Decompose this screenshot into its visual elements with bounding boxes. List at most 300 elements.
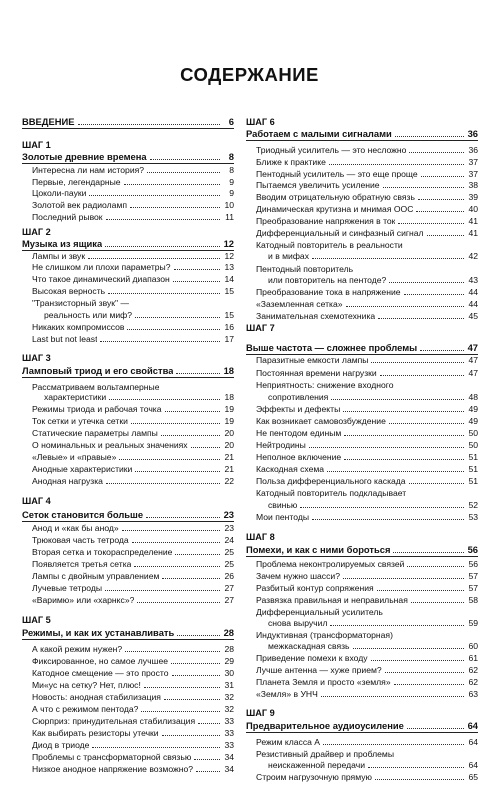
dot-leader bbox=[385, 672, 464, 673]
toc-page-number: 28 bbox=[223, 627, 234, 638]
toc-page-number: 30 bbox=[224, 668, 234, 678]
toc-entry-title: ШАГ 5 bbox=[22, 615, 51, 625]
toc-page-number: 41 bbox=[468, 216, 478, 226]
toc-entry-item bbox=[246, 440, 478, 450]
dot-leader bbox=[78, 124, 221, 125]
toc-page-number: 47 bbox=[468, 355, 478, 365]
dot-leader bbox=[389, 423, 464, 424]
section-rule bbox=[246, 140, 478, 141]
dot-leader bbox=[407, 728, 464, 729]
toc-page-number: 18 bbox=[223, 365, 234, 376]
toc-entry-title: Дифференциальный и синфазный сигнал bbox=[256, 228, 424, 238]
toc-page-number: 9 bbox=[229, 177, 234, 187]
dot-leader bbox=[343, 411, 464, 412]
toc-entry-title: Последний рывок bbox=[32, 212, 103, 222]
dot-leader bbox=[88, 258, 220, 259]
dot-leader bbox=[131, 423, 220, 424]
toc-entry-title: Как выбирать резисторы утечки bbox=[32, 728, 159, 738]
dot-leader bbox=[161, 435, 220, 436]
dot-leader bbox=[174, 269, 220, 270]
toc-entry-title: «Земля» в УНЧ bbox=[256, 689, 318, 699]
toc-entry-title: Лучевые тетроды bbox=[32, 583, 103, 593]
toc-entry-step bbox=[22, 615, 234, 625]
toc-entry-item bbox=[22, 764, 234, 774]
toc-entry-item bbox=[246, 204, 478, 214]
dot-leader bbox=[106, 219, 220, 220]
toc-page-number: 20 bbox=[224, 428, 234, 438]
toc-entry-item bbox=[22, 583, 234, 593]
toc-page-number: 33 bbox=[224, 728, 234, 738]
dot-leader bbox=[124, 184, 220, 185]
toc-entry-title: ШАГ 9 bbox=[246, 708, 275, 718]
dot-leader bbox=[421, 176, 464, 177]
toc-page-number: 47 bbox=[468, 368, 478, 378]
toc-entry-item bbox=[246, 476, 478, 486]
toc-page-number: 12 bbox=[224, 251, 234, 261]
toc-entry-title: Постоянная времени нагрузки bbox=[256, 368, 377, 378]
toc-entry-title: Резистивный драйвер и проблемы bbox=[256, 749, 394, 759]
dot-leader bbox=[109, 399, 220, 400]
section-rule bbox=[246, 556, 478, 557]
toc-entry-heading bbox=[22, 239, 234, 249]
toc-entry-title: Триодный усилитель — это несложно bbox=[256, 145, 407, 155]
dot-leader bbox=[407, 566, 464, 567]
dot-leader bbox=[375, 779, 464, 780]
dot-leader bbox=[394, 684, 464, 685]
toc-entry-title: Каскодная схема bbox=[256, 464, 325, 474]
toc-entry-item bbox=[22, 559, 234, 569]
toc-page-number: 41 bbox=[468, 228, 478, 238]
toc-entry-title: Проблемы с трансформаторной связью bbox=[32, 752, 192, 762]
toc-entry-title: Паразитные емкости лампы bbox=[256, 355, 369, 365]
toc-entry-title: Рассматриваем вольтамперные bbox=[32, 382, 160, 392]
toc-page-number: 20 bbox=[224, 440, 234, 450]
dot-leader bbox=[150, 159, 220, 160]
toc-entry-step bbox=[22, 496, 234, 506]
toc-entry-item bbox=[22, 728, 234, 738]
toc-entry-title: Развязка правильная и неправильная bbox=[256, 595, 408, 605]
toc-entry-item bbox=[246, 368, 478, 378]
dot-leader bbox=[198, 723, 220, 724]
toc-entry-title: ШАГ 4 bbox=[22, 496, 51, 506]
toc-page-number: 59 bbox=[468, 618, 478, 628]
toc-entry-item bbox=[246, 452, 478, 462]
dot-leader bbox=[137, 602, 220, 603]
dot-leader bbox=[389, 282, 464, 283]
toc-entry-title: характеристики bbox=[44, 392, 107, 402]
dot-leader bbox=[344, 435, 464, 436]
toc-entry-item bbox=[22, 571, 234, 581]
toc-entry-item bbox=[246, 571, 478, 581]
toc-page-number: 51 bbox=[468, 476, 478, 486]
toc-page-number: 44 bbox=[468, 287, 478, 297]
toc-entry-heading bbox=[246, 721, 478, 731]
dot-leader bbox=[141, 711, 220, 712]
toc-entry-item bbox=[22, 416, 234, 426]
toc-entry-title: Разбитый контур сопряжения bbox=[256, 583, 374, 593]
toc-page-number: 58 bbox=[468, 595, 478, 605]
toc-entry-title: Ближе к практике bbox=[256, 157, 326, 167]
toc-entry-title: «Заземленная сетка» bbox=[256, 299, 343, 309]
toc-entry-cont bbox=[246, 760, 478, 770]
toc-entry-item bbox=[22, 200, 234, 210]
toc-entry-title: Трюковая часть тетрода bbox=[32, 535, 129, 545]
toc-entry-title: Неполное включение bbox=[256, 452, 342, 462]
toc-page-number: 8 bbox=[229, 165, 234, 175]
toc-page-number: 64 bbox=[468, 760, 478, 770]
toc-entry-item bbox=[22, 680, 234, 690]
toc-page-number: 36 bbox=[468, 145, 478, 155]
toc-page-number: 63 bbox=[468, 689, 478, 699]
page-title: СОДЕРЖАНИЕ bbox=[180, 64, 319, 85]
dot-leader bbox=[147, 172, 220, 173]
toc-entry-title: Катодный повторитель в реальности bbox=[256, 240, 403, 250]
dot-leader bbox=[194, 759, 220, 760]
toc-entry-item bbox=[22, 404, 234, 414]
toc-page-number: 36 bbox=[467, 128, 478, 139]
toc-entry-title: снова выручил bbox=[268, 618, 328, 628]
toc-entry-item bbox=[22, 428, 234, 438]
toc-entry-title: ШАГ 6 bbox=[246, 117, 275, 127]
toc-entry-title: Статические параметры лампы bbox=[32, 428, 158, 438]
toc-page-number: 33 bbox=[224, 740, 234, 750]
toc-entry-heading bbox=[22, 628, 234, 638]
dot-leader bbox=[177, 635, 220, 636]
toc-entry-item bbox=[22, 523, 234, 533]
toc-entry-title: Преобразование напряжения в ток bbox=[256, 216, 396, 226]
toc-page-number: 38 bbox=[468, 180, 478, 190]
dot-leader bbox=[329, 164, 464, 165]
toc-entry-item bbox=[246, 264, 478, 274]
toc-entry-title: Анодная нагрузка bbox=[32, 476, 103, 486]
toc-entry-title: Появляется третья сетка bbox=[32, 559, 132, 569]
toc-entry-title: Проблема неконтролируемых связей bbox=[256, 559, 405, 569]
toc-page-number: 27 bbox=[224, 583, 234, 593]
toc-entry-title: Режимы триода и рабочая точка bbox=[32, 404, 162, 414]
toc-entry-item bbox=[22, 656, 234, 666]
toc-entry-title: Диод в триоде bbox=[32, 740, 90, 750]
dot-leader bbox=[135, 317, 220, 318]
toc-entry-title: Интересна ли нам история? bbox=[32, 165, 145, 175]
toc-page-number: 25 bbox=[224, 547, 234, 557]
toc-entry-item bbox=[22, 716, 234, 726]
toc-entry-item bbox=[246, 653, 478, 663]
toc-page-number: 39 bbox=[468, 192, 478, 202]
toc-entry-title: Цоколи-пауки bbox=[32, 188, 87, 198]
toc-entry-item bbox=[246, 607, 478, 617]
toc-entry-item bbox=[22, 440, 234, 450]
toc-entry-item bbox=[246, 749, 478, 759]
toc-page-number: 22 bbox=[224, 476, 234, 486]
dot-leader bbox=[368, 767, 464, 768]
toc-page-number: 34 bbox=[224, 764, 234, 774]
toc-entry-title: Режим класса А bbox=[256, 737, 321, 747]
toc-entry-item bbox=[246, 583, 478, 593]
toc-entry-item bbox=[246, 192, 478, 202]
toc-entry-step bbox=[22, 227, 234, 237]
toc-entry-title: Фиксированное, но самое лучшее bbox=[32, 656, 169, 666]
dot-leader bbox=[427, 235, 464, 236]
toc-entry-title: Режимы, и как их устанавливать bbox=[22, 628, 175, 638]
toc-entry-title: Музыка из ящика bbox=[22, 239, 103, 249]
toc-entry-title: ШАГ 1 bbox=[22, 140, 51, 150]
section-rule bbox=[22, 639, 234, 640]
toc-entry-item bbox=[246, 404, 478, 414]
dot-leader bbox=[191, 447, 220, 448]
toc-page-number: 11 bbox=[225, 212, 234, 222]
toc-entry-item bbox=[22, 298, 234, 308]
toc-entry-item bbox=[22, 452, 234, 462]
dot-leader bbox=[312, 519, 464, 520]
toc-entry-cont bbox=[246, 618, 478, 628]
toc-entry-item bbox=[246, 355, 478, 365]
dot-leader bbox=[393, 552, 464, 553]
toc-page-number: 51 bbox=[468, 452, 478, 462]
toc-entry-title: Никаких компромиссов bbox=[32, 322, 125, 332]
toc-entry-heading bbox=[246, 545, 478, 555]
toc-page-number: 32 bbox=[224, 704, 234, 714]
dot-leader bbox=[196, 771, 220, 772]
dot-leader bbox=[409, 483, 464, 484]
toc-entry-step bbox=[246, 532, 478, 542]
toc-page-number: 33 bbox=[224, 716, 234, 726]
toc-entry-title: Катодный повторитель подкладывает bbox=[256, 488, 407, 498]
toc-entry-title: Не пентодом единым bbox=[256, 428, 342, 438]
dot-leader bbox=[377, 590, 464, 591]
toc-entry-title: свинью bbox=[268, 500, 298, 510]
toc-entry-title: Сюрприз: принудительная стабилизация bbox=[32, 716, 196, 726]
toc-entry-cont bbox=[246, 641, 478, 651]
toc-page-number: 14 bbox=[224, 274, 234, 284]
dot-leader bbox=[404, 294, 464, 295]
dot-leader bbox=[132, 542, 220, 543]
toc-entry-item bbox=[22, 752, 234, 762]
toc-page-number: 47 bbox=[467, 342, 478, 353]
toc-entry-title: ШАГ 7 bbox=[246, 323, 275, 333]
toc-entry-title: реальность или миф? bbox=[44, 310, 133, 320]
dot-leader bbox=[321, 696, 464, 697]
toc-entry-title: Last but not least bbox=[32, 334, 98, 344]
toc-entry-item bbox=[246, 299, 478, 309]
toc-entry-title: Лампы и звук bbox=[32, 251, 86, 261]
toc-entry-item bbox=[22, 476, 234, 486]
dot-leader bbox=[173, 281, 220, 282]
toc-entry-title: Низкое анодное напряжение возможно? bbox=[32, 764, 194, 774]
dot-leader bbox=[127, 329, 220, 330]
toc-entry-item bbox=[246, 416, 478, 426]
toc-entry-title: Работаем с малыми сигналами bbox=[246, 129, 392, 139]
dot-leader bbox=[119, 459, 220, 460]
dot-leader bbox=[100, 341, 220, 342]
toc-entry-heading bbox=[246, 129, 478, 139]
toc-page-number: 10 bbox=[224, 200, 234, 210]
toc-entry-item bbox=[246, 595, 478, 605]
toc-entry-title: Вторая сетка и токораспределение bbox=[32, 547, 173, 557]
dot-leader bbox=[172, 675, 221, 676]
toc-page-number: 21 bbox=[224, 464, 234, 474]
toc-entry-heading bbox=[22, 117, 234, 127]
toc-entry-item bbox=[246, 737, 478, 747]
dot-leader bbox=[409, 152, 464, 153]
dot-leader bbox=[135, 471, 220, 472]
toc-page-number: 24 bbox=[224, 535, 234, 545]
toc-entry-item bbox=[246, 228, 478, 238]
toc-entry-item bbox=[22, 322, 234, 332]
toc-page-number: 53 bbox=[468, 512, 478, 522]
toc-page-number: 44 bbox=[468, 299, 478, 309]
section-rule bbox=[246, 732, 478, 733]
toc-entry-title: Индуктивная (трансформаторная) bbox=[256, 630, 393, 640]
dot-leader bbox=[383, 187, 464, 188]
toc-entry-item bbox=[22, 547, 234, 557]
toc-entry-heading bbox=[22, 510, 234, 520]
toc-entry-title: Приведение помехи к входу bbox=[256, 653, 368, 663]
dot-leader bbox=[175, 554, 220, 555]
toc-page-number: 9 bbox=[229, 188, 234, 198]
toc-page-number: 32 bbox=[224, 692, 234, 702]
dot-leader bbox=[171, 663, 220, 664]
toc-page-number: 56 bbox=[468, 559, 478, 569]
toc-entry-item bbox=[22, 535, 234, 545]
toc-entry-item bbox=[246, 311, 478, 321]
toc-page-number: 62 bbox=[468, 665, 478, 675]
toc-page-number: 16 bbox=[224, 322, 234, 332]
section-rule bbox=[22, 128, 234, 129]
toc-entry-step bbox=[246, 708, 478, 718]
toc-entry-title: Зачем нужно шасси? bbox=[256, 571, 340, 581]
dot-leader bbox=[105, 246, 220, 247]
toc-entry-title: Динамическая крутизна и мнимая ООС bbox=[256, 204, 414, 214]
section-rule bbox=[22, 377, 234, 378]
toc-page-number: 57 bbox=[468, 583, 478, 593]
toc-entry-title: ШАГ 3 bbox=[22, 353, 51, 363]
dot-leader bbox=[343, 578, 464, 579]
toc-entry-title: "Транзисторный звук" — bbox=[32, 298, 130, 308]
toc-entry-item bbox=[246, 665, 478, 675]
dot-leader bbox=[331, 399, 464, 400]
toc-entry-item bbox=[246, 180, 478, 190]
toc-entry-heading bbox=[22, 366, 234, 376]
dot-leader bbox=[162, 578, 220, 579]
toc-entry-item bbox=[22, 464, 234, 474]
toc-page-number: 26 bbox=[224, 571, 234, 581]
toc-entry-title: Анодные характеристики bbox=[32, 464, 133, 474]
toc-entry-item bbox=[22, 334, 234, 344]
toc-entry-item bbox=[22, 644, 234, 654]
toc-page-number: 40 bbox=[468, 204, 478, 214]
toc-entry-heading bbox=[246, 343, 478, 353]
toc-entry-item bbox=[246, 240, 478, 250]
toc-entry-title: Высокая верность bbox=[32, 286, 106, 296]
toc-entry-item bbox=[22, 188, 234, 198]
dot-leader bbox=[144, 687, 220, 688]
dot-leader bbox=[371, 660, 464, 661]
toc-entry-item bbox=[22, 165, 234, 175]
toc-page-number: 13 bbox=[224, 262, 234, 272]
toc-page-number: 52 bbox=[468, 500, 478, 510]
toc-entry-title: «Левые» и «правые» bbox=[32, 452, 117, 462]
toc-page-number: 56 bbox=[467, 544, 478, 555]
toc-entry-title: Что такое динамический диапазон bbox=[32, 274, 170, 284]
toc-entry-step bbox=[246, 323, 478, 333]
toc-page-number: 65 bbox=[468, 772, 478, 782]
dot-leader bbox=[105, 590, 220, 591]
dot-leader bbox=[108, 293, 220, 294]
toc-entry-title: Лучше антенна — хуже прием? bbox=[256, 665, 382, 675]
toc-entry-title: Пентодный усилитель — это еще проще bbox=[256, 169, 418, 179]
dot-leader bbox=[122, 530, 220, 531]
toc-entry-item bbox=[246, 677, 478, 687]
toc-entry-title: и в мифах bbox=[268, 251, 309, 261]
section-rule bbox=[22, 163, 234, 164]
dot-leader bbox=[418, 199, 464, 200]
toc-page-number: 48 bbox=[468, 392, 478, 402]
toc-entry-step bbox=[22, 140, 234, 150]
toc-entry-cont bbox=[22, 392, 234, 402]
toc-page-number: 8 bbox=[228, 151, 234, 162]
toc-entry-item bbox=[22, 274, 234, 284]
toc-entry-title: Золотой век радиоламп bbox=[32, 200, 128, 210]
toc-entry-title: Золотые древние времена bbox=[22, 152, 147, 162]
toc-entry-title: межкаскадная связь bbox=[268, 641, 350, 651]
dot-leader bbox=[312, 258, 464, 259]
toc-entry-title: Как возникает самовозбуждение bbox=[256, 416, 386, 426]
toc-entry-title: Анод и «как бы анод» bbox=[32, 523, 119, 533]
toc-entry-title: ШАГ 2 bbox=[22, 227, 51, 237]
toc-page-number: 34 bbox=[224, 752, 234, 762]
toc-entry-heading bbox=[22, 152, 234, 162]
toc-entry-title: сопротивления bbox=[268, 392, 329, 402]
toc-page-number: 28 bbox=[224, 644, 234, 654]
dot-leader bbox=[398, 223, 464, 224]
toc-entry-title: О номинальных и реальных значениях bbox=[32, 440, 188, 450]
toc-page-number: 43 bbox=[468, 275, 478, 285]
toc-entry-item bbox=[246, 287, 478, 297]
toc-entry-cont bbox=[22, 310, 234, 320]
toc-entry-title: А что с режимом пентода? bbox=[32, 704, 139, 714]
toc-page-number: 61 bbox=[468, 653, 478, 663]
toc-page-number: 27 bbox=[224, 595, 234, 605]
toc-entry-step bbox=[246, 117, 478, 127]
dot-leader bbox=[395, 136, 464, 137]
dot-leader bbox=[92, 747, 220, 748]
toc-entry-title: ВВЕДЕНИЕ bbox=[22, 117, 75, 127]
toc-page-number: 37 bbox=[468, 169, 478, 179]
toc-entry-title: Не слишком ли плохи параметры? bbox=[32, 262, 171, 272]
dot-leader bbox=[346, 306, 464, 307]
toc-entry-item bbox=[22, 212, 234, 222]
toc-page-number: 60 bbox=[468, 641, 478, 651]
toc-entry-title: Польза дифференциального каскада bbox=[256, 476, 406, 486]
toc-entry-item bbox=[22, 595, 234, 605]
dot-leader bbox=[146, 517, 220, 518]
toc-entry-cont bbox=[246, 251, 478, 261]
toc-entry-item bbox=[22, 740, 234, 750]
toc-entry-item bbox=[246, 157, 478, 167]
dot-leader bbox=[162, 735, 220, 736]
dot-leader bbox=[416, 211, 464, 212]
toc-entry-item bbox=[22, 262, 234, 272]
toc-entry-title: Дифференциальный усилитель bbox=[256, 607, 383, 617]
toc-entry-cont bbox=[246, 392, 478, 402]
toc-entry-item bbox=[246, 488, 478, 498]
toc-page-number: 31 bbox=[224, 680, 234, 690]
dot-leader bbox=[176, 373, 220, 374]
toc-page-number: 37 bbox=[468, 157, 478, 167]
toc-entry-title: «Варимю» или «харнкс»? bbox=[32, 595, 135, 605]
dot-leader bbox=[380, 375, 464, 376]
toc-page-number: 49 bbox=[468, 416, 478, 426]
